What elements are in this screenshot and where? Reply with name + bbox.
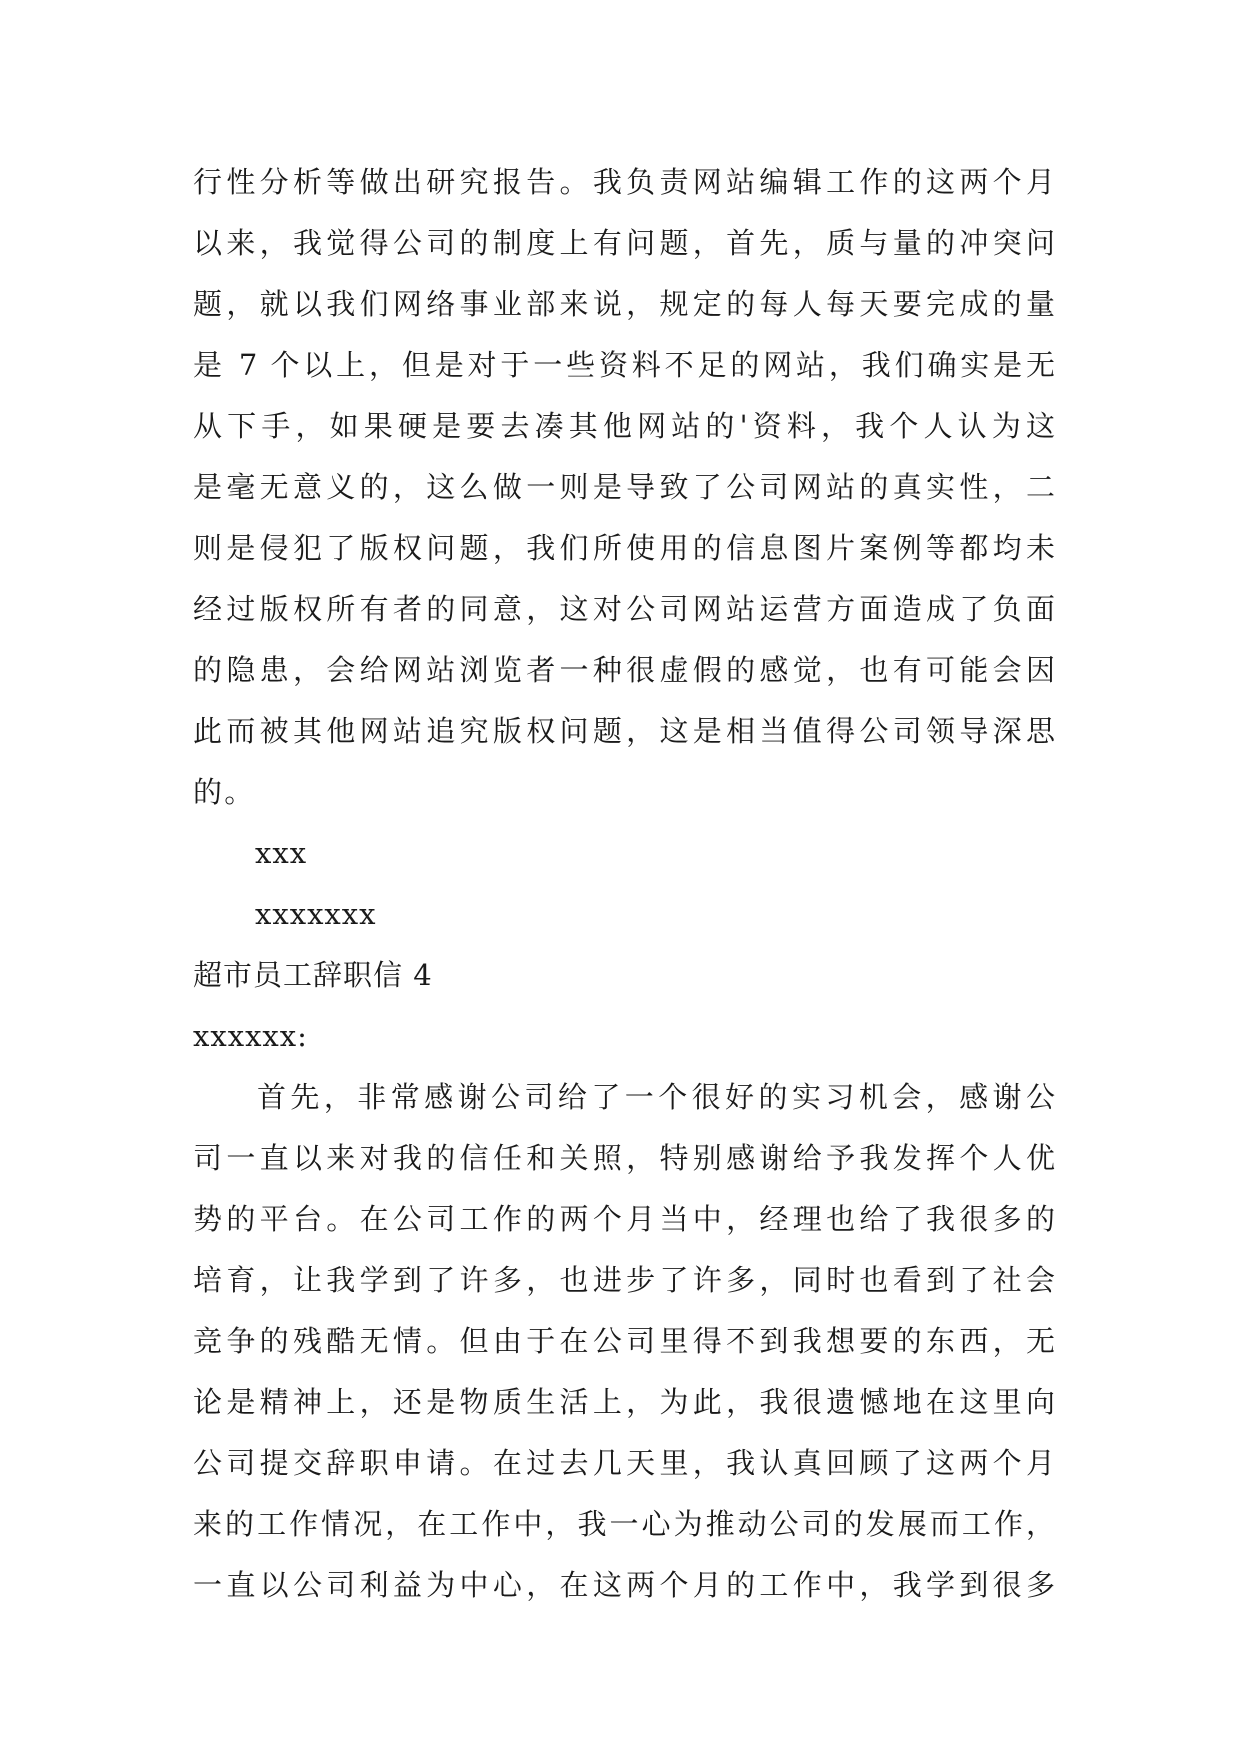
paragraph-line: 公司提交辞职申请。在过去几天里，我认真回顾了这两个月 [193, 1446, 1055, 1480]
paragraph-line: 培育，让我学到了许多，也进步了许多，同时也看到了社会 [193, 1263, 1055, 1297]
paragraph-line: 以来，我觉得公司的制度上有问题，首先，质与量的冲突问 [193, 226, 1055, 260]
paragraph-line: 势的平台。在公司工作的两个月当中，经理也给了我很多的 [193, 1202, 1055, 1236]
paragraph-line: 司一直以来对我的信任和关照，特别感谢给予我发挥个人优 [193, 1141, 1055, 1175]
paragraph-line: 首先，非常感谢公司给了一个很好的实习机会，感谢公 [257, 1080, 1055, 1114]
paragraph-line: 一直以公司利益为中心，在这两个月的工作中，我学到很多 [193, 1568, 1055, 1602]
paragraph-line: 论是精神上，还是物质生活上，为此，我很遗憾地在这里向 [193, 1385, 1055, 1419]
paragraph-line: 竞争的残酷无情。但由于在公司里得不到我想要的东西，无 [193, 1324, 1055, 1358]
document-body [193, 152, 1055, 1616]
paragraph-line: 经过版权所有者的同意，这对公司网站运营方面造成了负面 [193, 592, 1055, 626]
paragraph-line: 题，就以我们网络事业部来说，规定的每人每天要完成的量 [193, 287, 1055, 321]
paragraph-line: 从下手，如果硬是要去凑其他网站的'资料，我个人认为这 [193, 409, 1055, 443]
paragraph-line: 是毫无意义的，这么做一则是导致了公司网站的真实性，二 [193, 470, 1055, 504]
signature-date: xxxxxxx [255, 897, 377, 931]
paragraph-continued [193, 152, 1055, 823]
paragraph-line: 此而被其他网站追究版权问题，这是相当值得公司领导深思 [193, 714, 1055, 748]
paragraph-line: 的。 [193, 775, 256, 809]
paragraph-letter-body [193, 1067, 1055, 1616]
paragraph-line: 是 7 个以上，但是对于一些资料不足的网站，我们确实是无 [193, 348, 1055, 382]
paragraph-line: 的隐患，会给网站浏览者一种很虚假的感觉，也有可能会因 [193, 653, 1055, 687]
paragraph-line: 则是侵犯了版权问题，我们所使用的信息图片案例等都均未 [193, 531, 1055, 565]
signature-name: xxx [255, 836, 308, 870]
section-title: 超市员工辞职信 4 [193, 958, 433, 992]
paragraph-line: 行性分析等做出研究报告。我负责网站编辑工作的这两个月 [193, 165, 1055, 199]
paragraph-line: 来的工作情况，在工作中，我一心为推动公司的发展而工作， [193, 1507, 1055, 1541]
salutation: xxxxxx: [193, 1019, 308, 1053]
